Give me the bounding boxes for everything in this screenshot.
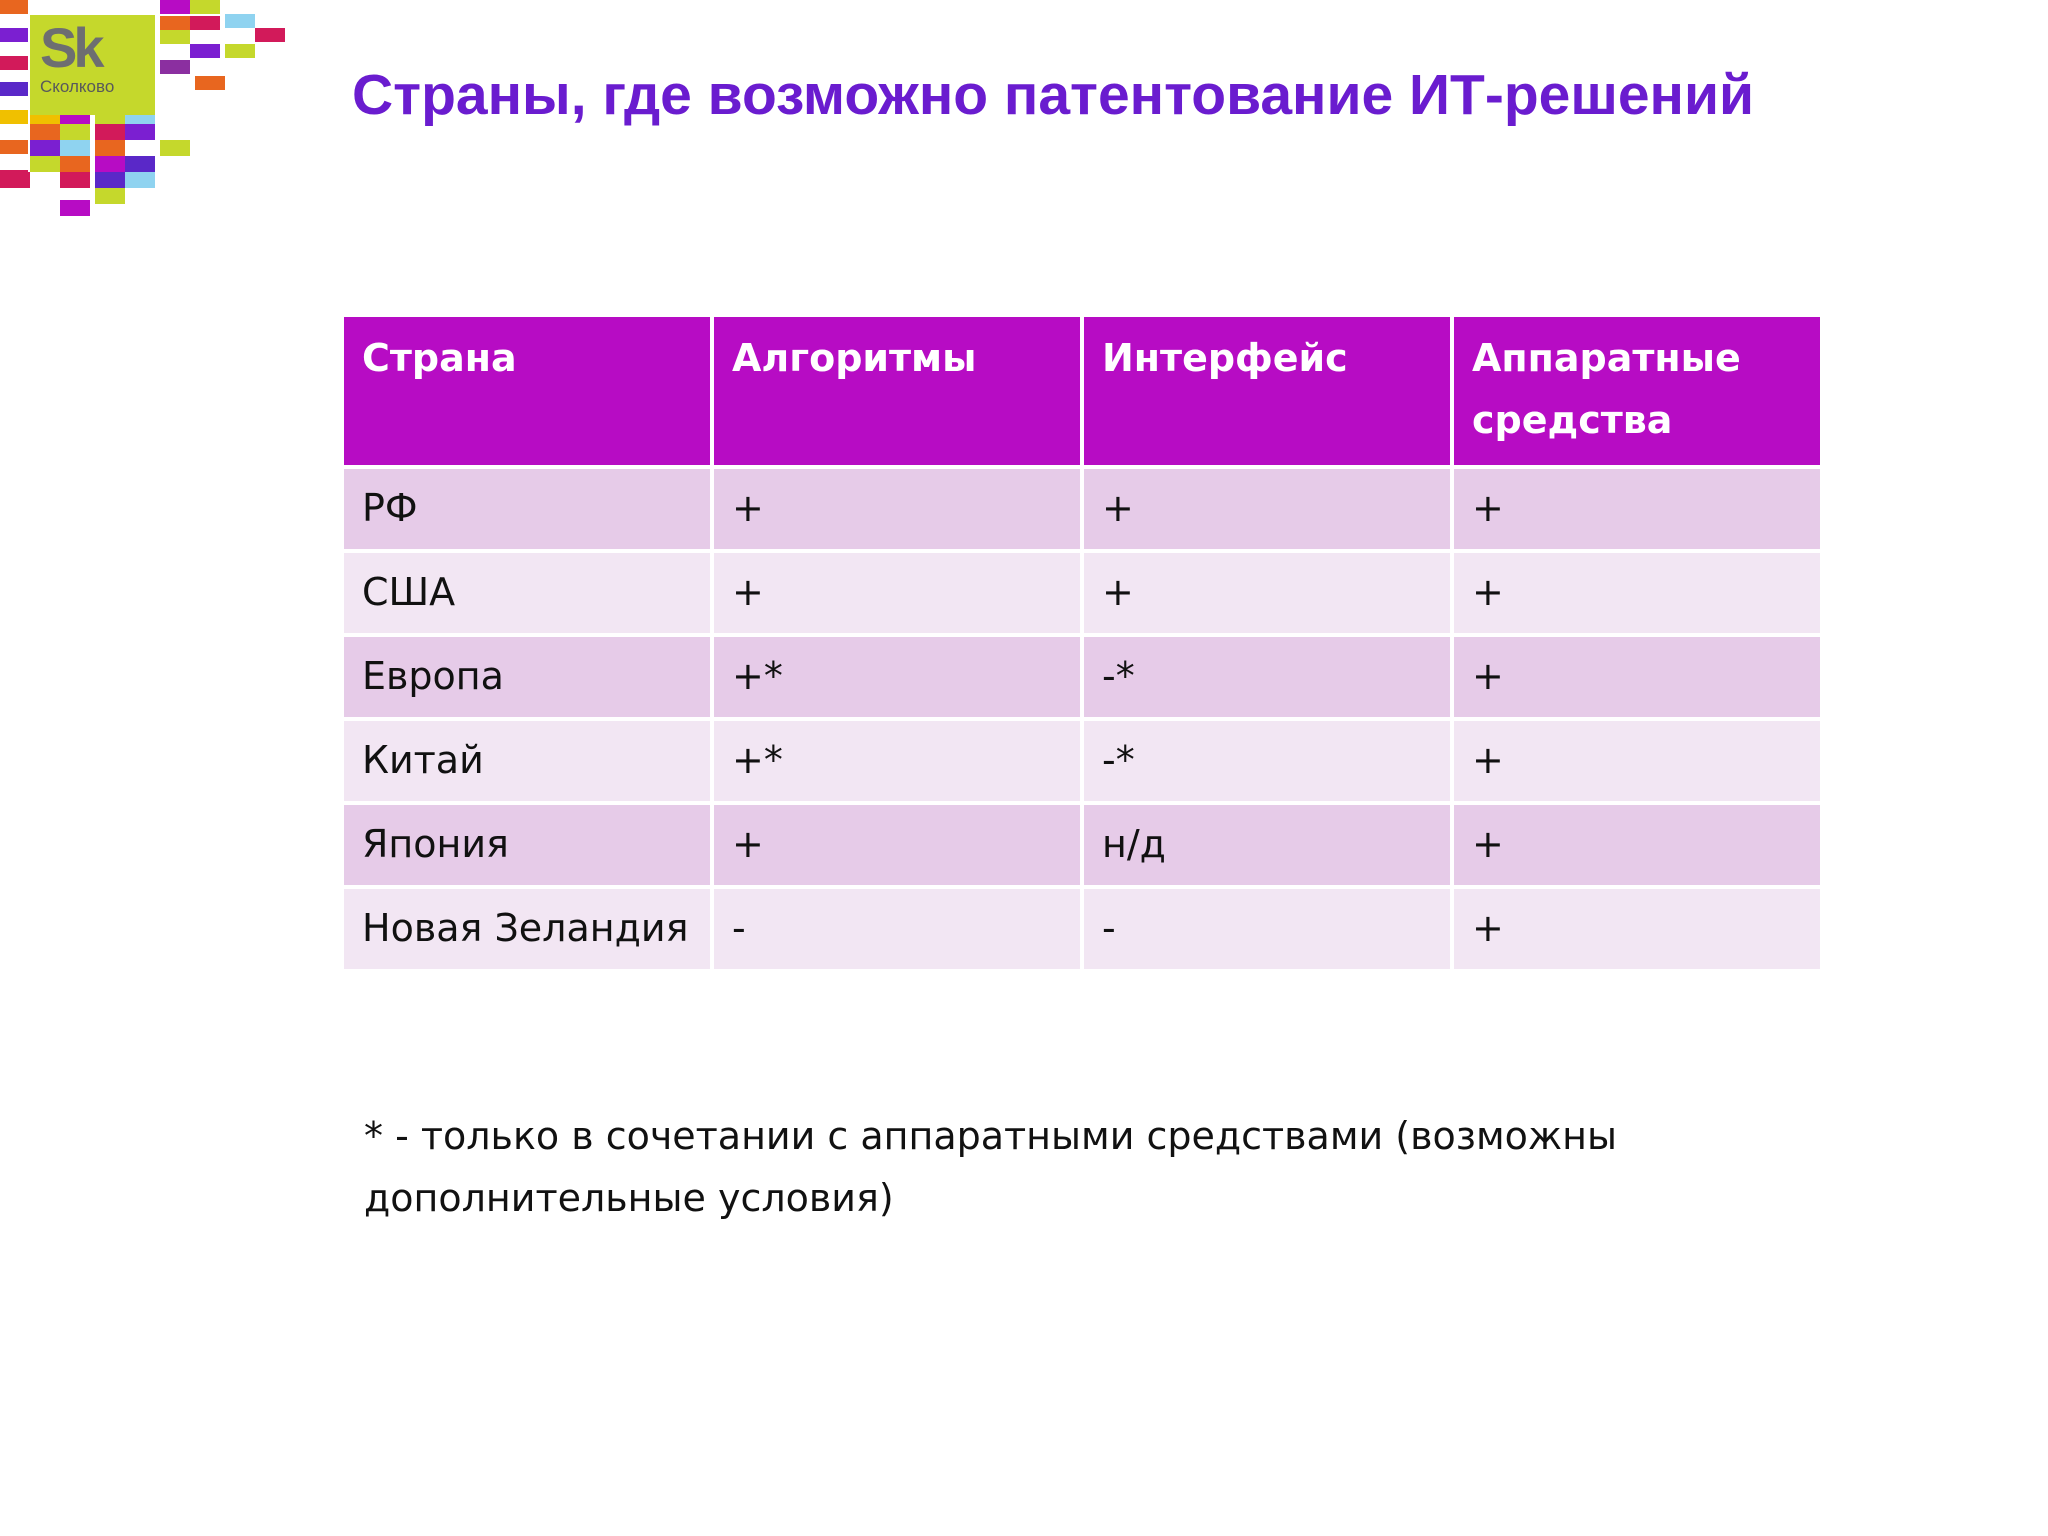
table-row [342,803,1822,887]
logo-mark: Sk [40,16,101,79]
table-row [342,467,1822,551]
table-row [342,635,1822,719]
cell-country: Новая Зеландия [342,887,712,971]
table-row [342,719,1822,803]
cell-hardware: + [1452,887,1822,971]
cell-interface: + [1082,467,1452,551]
cell-algorithms: +* [712,635,1082,719]
skolkovo-logo [30,15,155,115]
header-country: Страна [342,315,712,467]
cell-interface: н/д [1082,803,1452,887]
cell-hardware: + [1452,719,1822,803]
cell-country: Европа [342,635,712,719]
cell-algorithms: + [712,467,1082,551]
cell-hardware: + [1452,635,1822,719]
page-title: Страны, где возможно патентование ИТ-решений [352,63,1755,127]
cell-algorithms: + [712,551,1082,635]
cell-country: Япония [342,803,712,887]
cell-algorithms: + [712,803,1082,887]
header-interface: Интерфейс [1082,315,1452,467]
header-hardware: Аппаратные средства [1452,315,1822,467]
table-row [342,551,1822,635]
cell-country: США [342,551,712,635]
cell-country: РФ [342,467,712,551]
cell-algorithms: - [712,887,1082,971]
table-header-row [342,315,1822,467]
cell-algorithms: +* [712,719,1082,803]
cell-interface: -* [1082,635,1452,719]
cell-hardware: + [1452,551,1822,635]
footnote: * - только в сочетании с аппаратными средствами (возможны дополнительные условия) [364,1114,1617,1220]
patent-table [340,313,1824,973]
cell-country: Китай [342,719,712,803]
cell-interface: -* [1082,719,1452,803]
cell-interface: + [1082,551,1452,635]
cell-interface: - [1082,887,1452,971]
logo-name: Сколково [40,77,115,96]
header-algorithms: Алгоритмы [712,315,1082,467]
cell-hardware: + [1452,803,1822,887]
table-row [342,887,1822,971]
cell-hardware: + [1452,467,1822,551]
